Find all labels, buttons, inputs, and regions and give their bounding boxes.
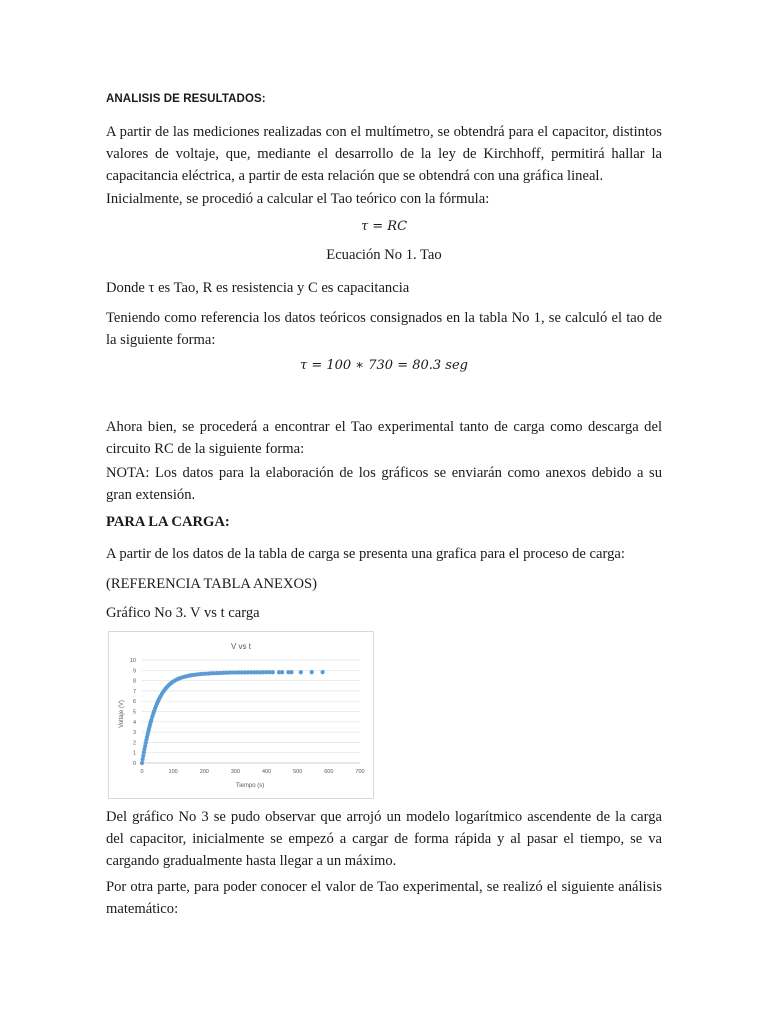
chart-y-tick-label: 2 [132,740,136,747]
paragraph-referencia-anexos: (REFERENCIA TABLA ANEXOS) [106,576,317,592]
figure-caption: Gráfico No 3. V vs t carga [106,605,260,621]
paragraph-grafica-carga: A partir de los datos de la tabla de carga se presenta una grafica para el proceso de carga: [106,546,625,562]
chart-svg [109,632,373,798]
chart-x-tick-label: 300 [230,769,241,775]
heading-para-la-carga: PARA LA CARGA: [106,514,230,530]
equation-caption: Ecuación No 1. Tao [326,247,442,263]
chart-data-point [141,757,145,761]
chart-title: V vs t [230,642,252,651]
paragraph-analisis-matematico: Por otra parte, para poder conocer el valor de Tao experimental, se realizó el siguiente análisis matemático: [106,879,662,917]
paragraph-tao-experimental: Ahora bien, se procederá a encontrar el Tao experimental tanto de carga como descarga del circuito RC de la siguiente forma: [106,419,662,457]
chart-y-tick-label: 7 [132,688,136,695]
chart-v-vs-t [108,631,374,799]
chart-data-point [310,670,314,674]
chart-x-tick-label: 700 [355,769,365,775]
chart-y-tick-label: 5 [132,709,136,716]
equation-tau-rc: τ = RC [360,219,408,234]
chart-y-tick-label: 10 [129,658,136,664]
chart-x-tick-label: 0 [140,769,144,775]
chart-y-tick-label: 8 [132,678,136,685]
chart-x-tick-label: 200 [199,769,209,775]
chart-data-point [299,670,303,674]
chart-y-tick-label: 9 [132,668,136,675]
chart-data-point [271,670,275,674]
chart-y-tick-label: 0 [132,761,136,767]
chart-data-point [321,670,325,674]
paragraph-intro: A partir de las mediciones realizadas con el multímetro, se obtendrá para el capacitor, distintos valores de voltaje, que, mediante el desarrollo de la ley de Kirchhoff, permitirá hallar la capacitancia eléctrica, a partir de esta relación que se obtendrá con una gráfica lineal. [106,124,662,184]
chart-x-tick-label: 500 [293,769,303,775]
chart-data-point [280,670,284,674]
paragraph-referencia-tabla: Teniendo como referencia los datos teóricos consignados en la tabla No 1, se calculó el tao de la siguiente forma: [106,310,662,348]
chart-y-axis-label: Voltaje (V) [119,700,125,728]
chart-y-tick-label: 6 [132,699,136,706]
chart-x-tick-label: 100 [168,769,178,775]
chart-y-tick-label: 1 [132,750,136,757]
chart-x-tick-label: 600 [324,769,334,775]
paragraph-tao-teorico: Inicialmente, se procedió a calcular el Tao teórico con la fórmula: [106,191,490,207]
equation-tau-value: τ = 100 ∗ 730 = 80.3 seg [300,358,468,373]
chart-data-point [289,670,293,674]
paragraph-donde: Donde τ es Tao, R es resistencia y C es capacitancia [106,280,410,296]
chart-y-tick-label: 3 [132,730,136,737]
chart-data-point [140,761,144,765]
paragraph-nota: NOTA: Los datos para la elaboración de los gráficos se enviarán como anexos debido a su gran extensión. [106,465,662,503]
section-heading: ANALISIS DE RESULTADOS: [106,93,266,105]
chart-x-tick-label: 400 [261,769,272,775]
chart-x-axis-label: Tiempo (s) [235,783,265,789]
paragraph-analisis-grafico: Del gráfico No 3 se pudo observar que arrojó un modelo logarítmico ascendente de la carga del capacitor, inicialmente se empezó a cargar de forma rápida y al pasar el tiempo, se va cargando gradualmente hasta llegar a un máximo. [106,809,662,869]
chart-y-tick-label: 4 [132,719,136,726]
